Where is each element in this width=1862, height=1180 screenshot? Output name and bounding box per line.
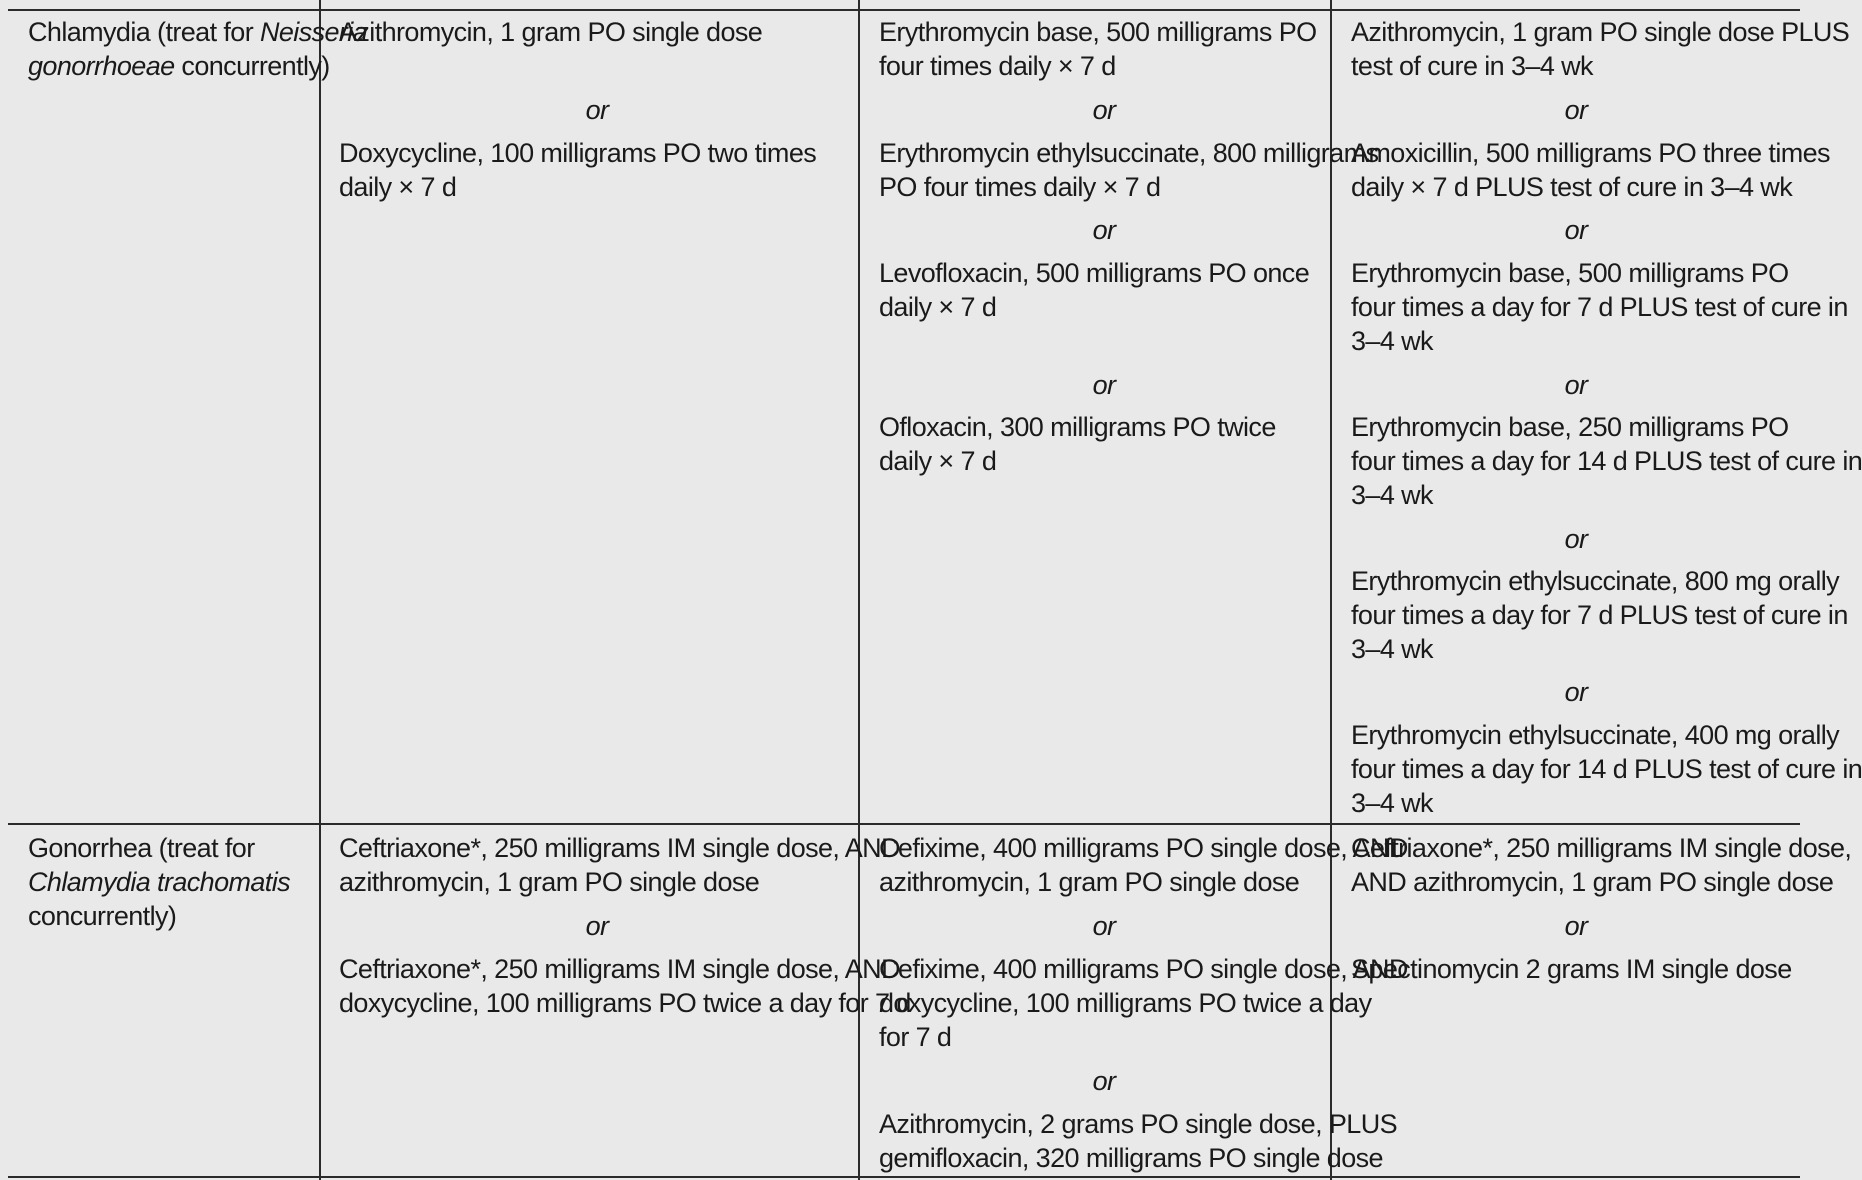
- or-separator: or: [1092, 215, 1116, 245]
- or-separator: or: [1564, 215, 1588, 245]
- regimen-line: four times a day for 14 d PLUS test of cure in: [1351, 754, 1862, 784]
- condition-organism-italic: gonorrhoeae: [28, 51, 175, 81]
- regimen-line: azithromycin, 1 gram PO single dose: [339, 867, 760, 897]
- regimen-line: four times daily × 7 d: [879, 51, 1116, 81]
- regimen-line: Levofloxacin, 500 milligrams PO once: [879, 258, 1310, 288]
- condition-text: Gonorrhea (treat for: [28, 833, 255, 863]
- regimen-line: 3–4 wk: [1351, 326, 1433, 356]
- condition-text: Chlamydia (treat for: [28, 17, 260, 47]
- regimen-line: Erythromycin base, 500 milligrams PO: [879, 17, 1317, 47]
- regimen-line: azithromycin, 1 gram PO single dose: [879, 867, 1300, 897]
- regimen-line: doxycycline, 100 milligrams PO twice a day: [879, 988, 1372, 1018]
- regimen-line: daily × 7 d PLUS test of cure in 3–4 wk: [1351, 172, 1793, 202]
- row-divider-rule: [8, 823, 1800, 825]
- or-separator: or: [1564, 370, 1588, 400]
- regimen-line: Azithromycin, 1 gram PO single dose: [339, 17, 763, 47]
- regimen-line: 3–4 wk: [1351, 634, 1433, 664]
- regimen-line: four times a day for 14 d PLUS test of cure in: [1351, 446, 1862, 476]
- condition-organism-italic: Chlamydia trachomatis: [28, 867, 291, 897]
- regimen-line: Amoxicillin, 500 milligrams PO three times: [1351, 138, 1830, 168]
- regimen-line: PO four times daily × 7 d: [879, 172, 1161, 202]
- regimen-line: Ceftriaxone*, 250 milligrams IM single dose,: [1351, 833, 1852, 863]
- regimen-line: Ceftriaxone*, 250 milligrams IM single dose, AND: [339, 833, 900, 863]
- regimen-line: Ceftriaxone*, 250 milligrams IM single dose, AND: [339, 954, 900, 984]
- or-separator: or: [1564, 911, 1588, 941]
- or-separator: or: [1564, 95, 1588, 125]
- regimen-line: daily × 7 d: [339, 172, 457, 202]
- or-separator: or: [1564, 524, 1588, 554]
- column-divider-1: [319, 0, 321, 1180]
- treatment-table: [8, 0, 1862, 1180]
- regimen-line: Erythromycin ethylsuccinate, 800 milligrams: [879, 138, 1379, 168]
- condition-text: concurrently): [28, 901, 177, 931]
- regimen-line: 3–4 wk: [1351, 480, 1433, 510]
- regimen-line: four times a day for 7 d PLUS test of cure in: [1351, 292, 1848, 322]
- condition-organism-italic: Neisseria: [259, 17, 368, 47]
- table-bottom-rule: [8, 1176, 1800, 1178]
- condition-line: [28, 865, 290, 899]
- regimen-line: Erythromycin ethylsuccinate, 400 mg orally: [1351, 720, 1840, 750]
- or-separator: or: [585, 911, 609, 941]
- condition-line: [28, 49, 330, 83]
- table-top-rule: [8, 9, 1800, 11]
- regimen-line: 3–4 wk: [1351, 788, 1433, 818]
- regimen-line: Ofloxacin, 300 milligrams PO twice: [879, 412, 1276, 442]
- regimen-line: Doxycycline, 100 milligrams PO two times: [339, 138, 817, 168]
- or-separator: or: [1564, 677, 1588, 707]
- or-separator: or: [1092, 95, 1116, 125]
- or-separator: or: [1092, 911, 1116, 941]
- or-separator: or: [1092, 370, 1116, 400]
- regimen-line: Erythromycin base, 250 milligrams PO: [1351, 412, 1789, 442]
- regimen-line: Erythromycin base, 500 milligrams PO: [1351, 258, 1789, 288]
- regimen-line: four times a day for 7 d PLUS test of cure in: [1351, 600, 1848, 630]
- regimen-line: daily × 7 d: [879, 446, 997, 476]
- or-separator: or: [1092, 1066, 1116, 1096]
- condition-line: [28, 899, 176, 933]
- regimen-line: test of cure in 3–4 wk: [1351, 51, 1593, 81]
- or-separator: or: [585, 95, 609, 125]
- regimen-line: daily × 7 d: [879, 292, 997, 322]
- condition-line: [28, 831, 255, 865]
- regimen-line: Azithromycin, 1 gram PO single dose PLUS: [1351, 17, 1850, 47]
- regimen-line: doxycycline, 100 milligrams PO twice a day for 7 d: [339, 988, 911, 1018]
- condition-text: concurrently): [174, 51, 330, 81]
- regimen-line: Cefixime, 400 milligrams PO single dose, AND: [879, 954, 1408, 984]
- regimen-line: gemifloxacin, 320 milligrams PO single dose: [879, 1143, 1383, 1173]
- regimen-line: AND azithromycin, 1 gram PO single dose: [1351, 867, 1834, 897]
- regimen-line: Azithromycin, 2 grams PO single dose, PLUS: [879, 1109, 1398, 1139]
- condition-line: [28, 15, 367, 49]
- regimen-line: for 7 d: [879, 1022, 952, 1052]
- regimen-line: Spectinomycin 2 grams IM single dose: [1351, 954, 1792, 984]
- regimen-line: Cefixime, 400 milligrams PO single dose, AND: [879, 833, 1408, 863]
- regimen-line: Erythromycin ethylsuccinate, 800 mg orally: [1351, 566, 1840, 596]
